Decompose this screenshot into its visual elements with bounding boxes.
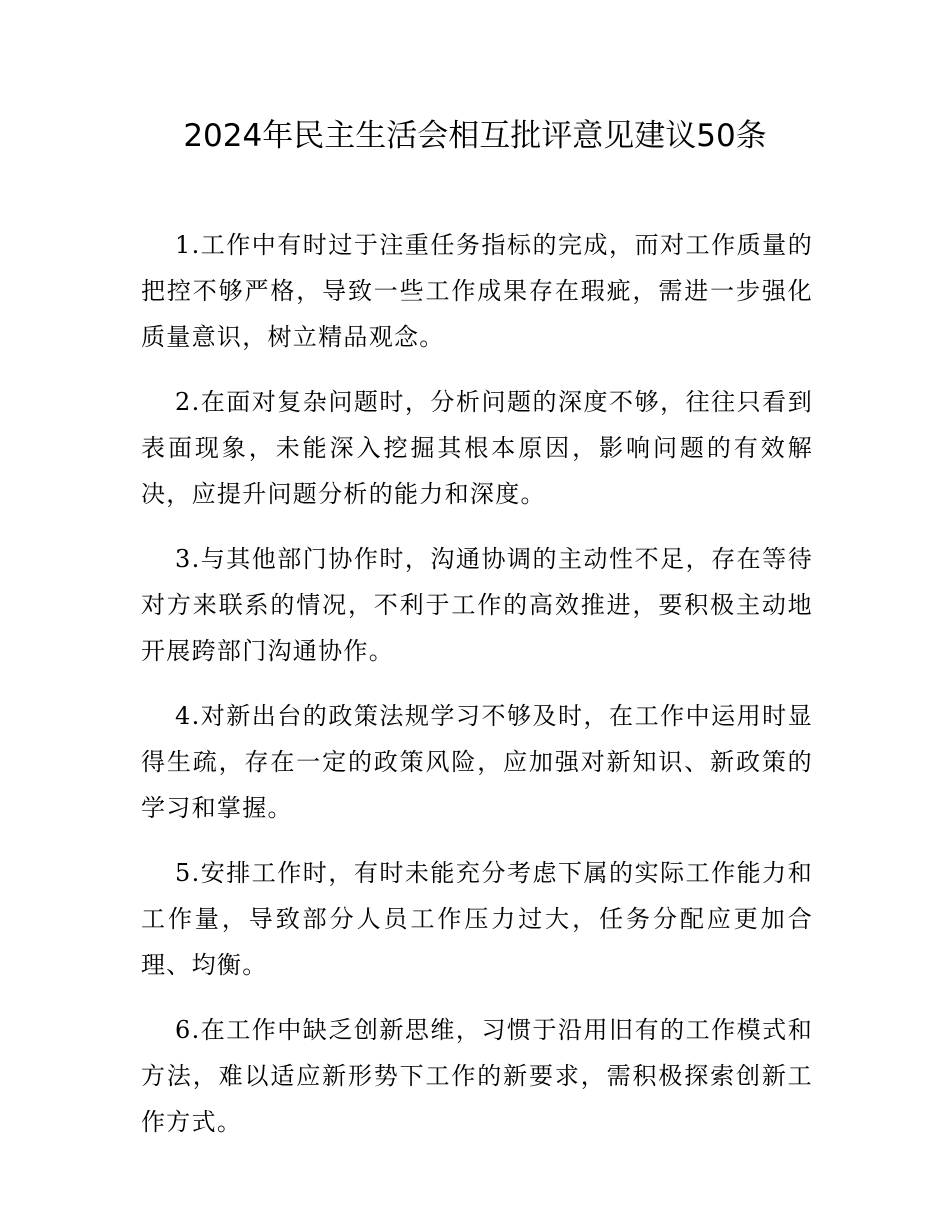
document-body xyxy=(141,222,813,1164)
paragraph-3: 3.与其他部门协作时，沟通协调的主动性不足，存在等待对方来联系的情况，不利于工作的高效推进，要积极主动地开展跨部门沟通协作。 xyxy=(141,545,813,665)
paragraph-5: 5.安排工作时，有时未能充分考虑下属的实际工作能力和工作量，导致部分人员工作压力过大，任务分配应更加合理、均衡。 xyxy=(141,859,813,979)
paragraph-1: 1.工作中有时过于注重任务指标的完成，而对工作质量的把控不够严格，导致一些工作成果存在瑕疵，需进一步强化质量意识，树立精品观念。 xyxy=(141,231,813,351)
page-title: 2024年民主生活会相互批评意见建议50条 xyxy=(183,118,767,154)
paragraph-4: 4.对新出台的政策法规学习不够及时，在工作中运用时显得生疏，存在一定的政策风险，应加强对新知识、新政策的学习和掌握。 xyxy=(141,702,813,822)
paragraph-6: 6.在工作中缺乏创新思维，习惯于沿用旧有的工作模式和方法，难以适应新形势下工作的新要求，需积极探索创新工作方式。 xyxy=(141,1016,813,1136)
paragraph-2: 2.在面对复杂问题时，分析问题的深度不够，往往只看到表面现象，未能深入挖掘其根本原因，影响问题的有效解决，应提升问题分析的能力和深度。 xyxy=(141,388,813,508)
